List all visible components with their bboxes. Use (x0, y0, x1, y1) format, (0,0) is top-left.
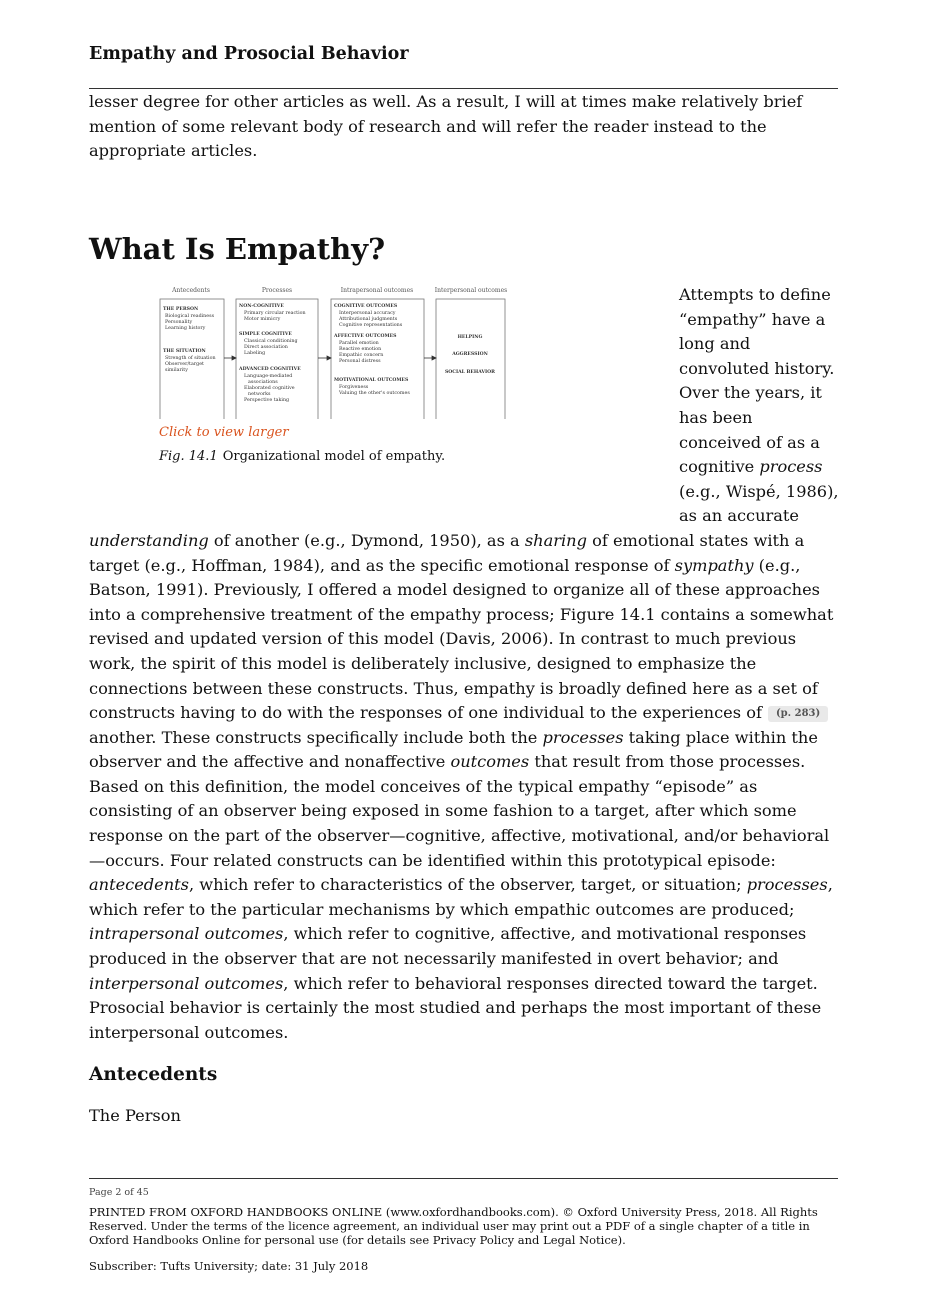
section-body (89, 283, 839, 1045)
emphasis: intrapersonal outcomes (89, 924, 284, 944)
diagram-text: similarity (165, 368, 188, 373)
diagram-text: THE PERSON (163, 307, 199, 312)
emphasis: process (759, 457, 823, 477)
diagram-text: Valuing the other's outcomes (339, 391, 410, 396)
diagram-text: SOCIAL BEHAVIOR (444, 370, 496, 375)
diagram-text: networks (248, 392, 271, 397)
text-run: of another (e.g., Dymond, 1950), as a (208, 530, 525, 550)
diagram-text: Biological readiness (165, 314, 215, 319)
figure-caption (159, 445, 445, 470)
diagram-text: MOTIVATIONAL OUTCOMES (334, 378, 409, 383)
emphasis: outcomes (450, 752, 530, 772)
diagram-text: COGNITIVE OUTCOMES (334, 304, 398, 309)
diagram-text: Primary circular reaction (244, 311, 306, 316)
diagram-text: Language-mediated (244, 374, 293, 379)
col-label-interpersonal: Interpersonal outcomes (434, 287, 508, 294)
intro-paragraph (89, 90, 839, 164)
arrow-icon (327, 356, 331, 360)
subsection-title: Antecedents (89, 1064, 218, 1085)
intro-text: lesser degree for other articles as well. As a result, I will at times make relatively brief mention of some relevant body of research and will refer the reader instead to the appropriate articles. (89, 92, 803, 161)
figure-14-1 (159, 283, 679, 511)
emphasis: sympathy (674, 555, 754, 575)
figure-caption-text: Organizational model of empathy. (222, 449, 446, 464)
header-rule (89, 88, 838, 89)
running-header: Empathy and Prosocial Behavior (89, 44, 409, 64)
text-run: , which refer to cognitive, affective, and motivational responses produced in the observer that are not necessarily manifested in overt behavior; and (89, 924, 807, 969)
diagram-text: Interpersonal accuracy (339, 311, 396, 316)
diagram-text: Perspective taking (244, 398, 290, 403)
diagram-text: THE SITUATION (163, 349, 206, 354)
diagram-text: Classical conditioning (244, 339, 298, 344)
emphasis: sharing (524, 530, 587, 550)
subscriber-info: Subscriber: Tufts University; date: 31 July 2018 (89, 1259, 369, 1273)
page-number: Page 2 of 45 (89, 1187, 149, 1198)
text-run: that result from those processes. Based on this definition, the model conceives of the typical empathy “episode” as consisting of an observer being exposed in some fashion to a target, after which some response on the part of the observer—cognitive, affective, motivational, and/or behavioral—occurs. Four related constructs can be identified within this prototypical episode: (89, 752, 830, 870)
diagram-text: Motor mimicry (244, 317, 281, 322)
diagram-text: AGGRESSION (452, 352, 488, 357)
text-run: , which refer to the particular mechanisms by which empathic outcomes are produced; (89, 875, 833, 919)
legal-notice: PRINTED FROM OXFORD HANDBOOKS ONLINE (www.oxfordhandbooks.com). © Oxford University Press, 2018. All Rights Reserved. Under the terms of the licence agreement, an individual user may print out a PDF of a single chapter of a title in Oxford Handbooks Online for personal use (for details see Privacy Policy and Legal Notice). (89, 1205, 818, 1247)
diagram-text: SIMPLE COGNITIVE (239, 332, 292, 337)
diagram-text: ADVANCED COGNITIVE (239, 367, 301, 372)
empathy-model-diagram[interactable] (159, 283, 519, 419)
col-label-intrapersonal: Intrapersonal outcomes (340, 287, 414, 294)
diagram-text: Forgiveness (339, 385, 369, 390)
diagram-text: Empathic concern (339, 353, 384, 358)
view-larger-link[interactable]: Click to view larger (159, 425, 289, 440)
diagram-text: Personal distress (339, 359, 381, 364)
footer-rule (89, 1178, 838, 1179)
diagram-text: Reactive emotion (339, 347, 382, 352)
subsection-subtitle: The Person (89, 1106, 181, 1125)
diagram-text: Cognitive representations (339, 323, 403, 328)
text-run: (e.g., Wispé, 1986), as an accurate (679, 481, 839, 526)
text-run: of emotional states with a target (e.g., Hoffman, 1984), and as the specific emotional response of (89, 530, 805, 575)
emphasis: processes (746, 875, 828, 895)
diagram-text: HELPING (457, 335, 483, 340)
text-run: , which refer to behavioral responses directed toward the target. Prosocial behavior is certainly the most studied and perhaps the most important of these interpersonal outcomes. (89, 973, 822, 1042)
arrow-icon (232, 356, 236, 360)
diagram-text: Direct association (244, 345, 288, 350)
diagram-text: Strength of situation (165, 356, 216, 361)
page-marker: (p. 283) (768, 706, 828, 722)
diagram-text: Personality (165, 320, 193, 325)
text-run: (e.g., Batson, 1991). Previously, I offered a model designed to organize all of these approaches into a comprehensive treatment of the empathy process; Figure 14.1 contains a somewhat revised and updated version of this model (Davis, 2006). In contrast to much previous work, the spirit of this model is deliberately inclusive, designed to emphasize the connections between these constructs. Thus, empathy is broadly defined here as a set of constructs having to do with the responses of one individual to the experiences of (89, 555, 834, 723)
diagram-text: Elaborated cognitive (244, 386, 295, 391)
col-label-processes: Processes (261, 287, 293, 294)
diagram-text: associations (248, 380, 278, 385)
diagram-text: NON-COGNITIVE (239, 304, 284, 309)
diagram-text: Parallel emotion (339, 341, 379, 346)
text-run: another. These constructs specifically include both the (89, 727, 543, 747)
diagram-text: Attributional judgments (339, 317, 398, 322)
emphasis: understanding (89, 530, 209, 550)
section-title: What Is Empathy? (89, 232, 386, 266)
diagram-text: Labeling (244, 351, 266, 356)
emphasis: processes (542, 727, 624, 747)
col-label-antecedents: Antecedents (172, 287, 210, 294)
diagram-text: Observer/target (165, 362, 204, 367)
emphasis: antecedents (89, 875, 189, 895)
arrow-icon (432, 356, 436, 360)
text-run: Attempts to define “empathy” have a long and convoluted history. Over the years, it has been conceived of as a cognitive (679, 285, 835, 477)
diagram-text: AFFECTIVE OUTCOMES (334, 334, 397, 339)
figure-number: Fig. 14.1 (159, 449, 218, 464)
interpersonal-box (436, 299, 505, 419)
text-run: , which refer to characteristics of the observer, target, or situation; (189, 875, 747, 895)
emphasis: interpersonal outcomes (89, 973, 284, 993)
diagram-text: Learning history (165, 326, 206, 331)
text-run: taking place within the observer and the affective and nonaffective (89, 727, 818, 772)
